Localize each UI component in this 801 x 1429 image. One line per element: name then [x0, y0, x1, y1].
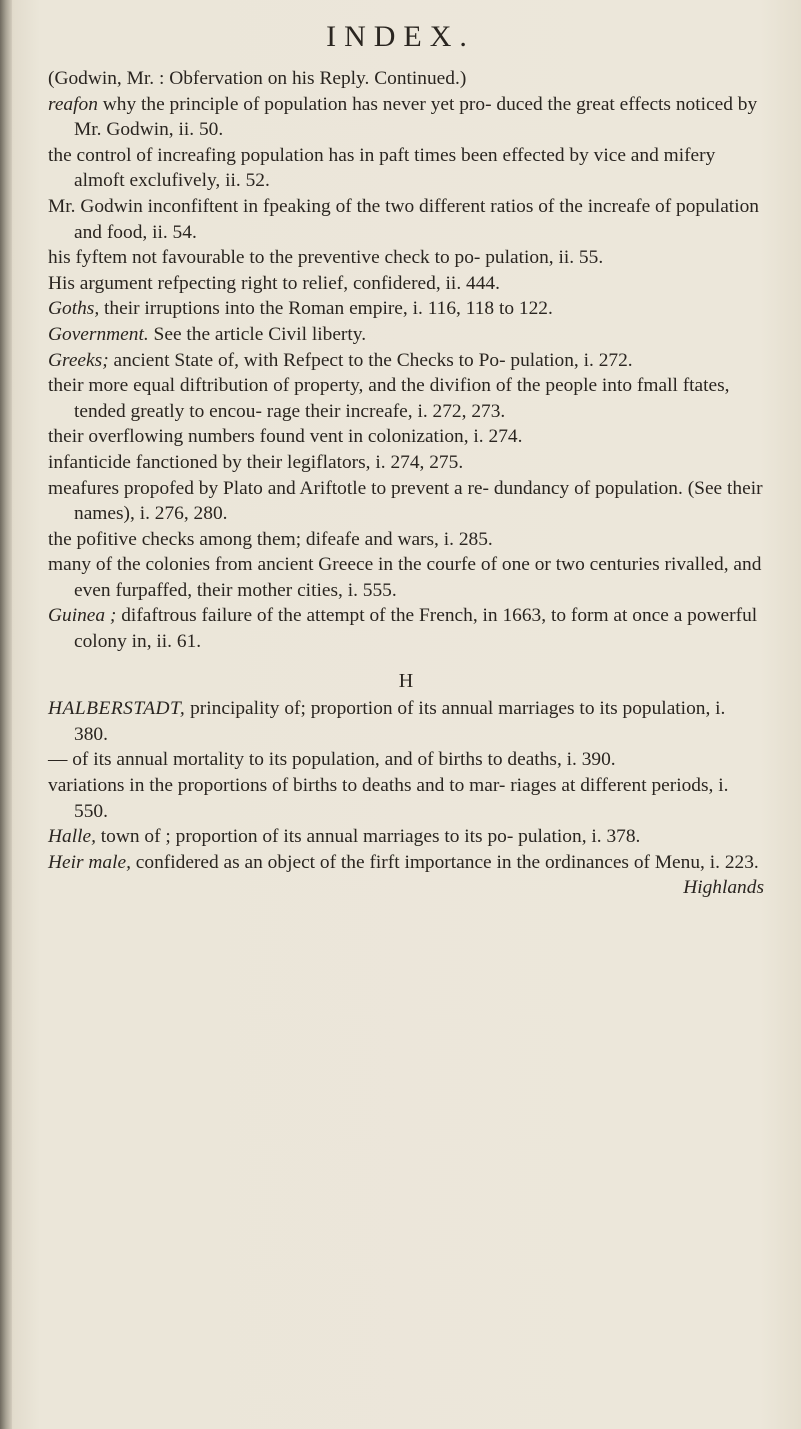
entry-text: the control of increafing population has in paft times been effected by vice and mifery almoft exclufively, ii. 52.	[48, 144, 716, 192]
entry-term: reafon	[48, 93, 98, 115]
index-subentry	[48, 476, 764, 527]
index-entry	[48, 850, 764, 876]
entry-term: Halle,	[48, 826, 96, 848]
entry-text: variations in the proportions of births to deaths and to mar- riages at different periods, i. 550.	[48, 775, 729, 822]
section-letter: H	[398, 669, 414, 692]
entry-text: why the principle of population has never yet pro- duced the great effects noticed by Mr. Godwin, ii. 50.	[74, 93, 758, 141]
index-subentry	[48, 373, 764, 424]
entry-text: His argument refpecting right to relief, confidered, ii. 444.	[48, 272, 500, 294]
index-entry	[48, 696, 764, 747]
index-entry	[48, 603, 764, 654]
entry-text: meafures propofed by Plato and Ariftotle to prevent a re- dundancy of population. (See their names), i. 276, 280.	[48, 477, 763, 525]
entry-text: their overflowing numbers found vent in colonization, i. 274.	[48, 426, 523, 448]
index-subentry	[48, 271, 764, 297]
index-entry	[48, 824, 764, 850]
index-subentry	[48, 424, 764, 450]
entry-text: confidered as an object of the firft importance in the ordinances of Menu, i. 223.	[130, 851, 759, 873]
entry-text: the pofitive checks among them; difeafe and wars, i. 285.	[48, 528, 493, 550]
entry-text: his fyftem not favourable to the preventive check to po- pulation, ii. 55.	[48, 247, 604, 269]
entry-text: (Godwin, Mr. : Obfervation on his Reply. Continued.)	[48, 68, 467, 89]
entry-text: principality of; proportion of its annual marriages to its population, i. 380.	[74, 698, 726, 745]
book-binding-edge	[0, 0, 12, 1429]
index-subentry	[48, 92, 764, 143]
entry-term: HALBERSTADT,	[48, 698, 186, 720]
page-header: INDEX.	[326, 20, 475, 53]
index-subentry	[48, 527, 764, 553]
entry-text: See the article Civil liberty.	[148, 323, 367, 345]
entry-term: Goths,	[48, 298, 100, 320]
index-subentry	[48, 552, 764, 603]
entry-term: Government.	[48, 323, 149, 345]
entry-text: difaftrous failure of the attempt of the French, in 1663, to form at once a powerful colony in, ii. 61.	[74, 605, 758, 653]
entry-term: Guinea ;	[48, 605, 117, 627]
index-subentry	[48, 747, 764, 773]
catchword: Highlands	[683, 877, 764, 899]
index-subentry	[48, 143, 764, 194]
entry-term: Greeks;	[48, 349, 109, 371]
index-content	[48, 66, 764, 901]
entry-text: infanticide fanctioned by their legiflators, i. 274, 275.	[48, 451, 464, 473]
entry-term: Heir male,	[48, 851, 131, 873]
index-entry	[48, 322, 764, 348]
entry-text: town of ; proportion of its annual marriages to its po- pulation, i. 378.	[95, 826, 641, 848]
entry-text: — of its annual mortality to its population, and of births to deaths, i. 390.	[48, 749, 616, 771]
index-entry	[48, 348, 764, 374]
index-entry	[48, 296, 764, 322]
index-subentry	[48, 773, 764, 824]
index-subentry	[48, 245, 764, 271]
index-subentry	[48, 194, 764, 245]
entry-text: many of the colonies from ancient Greece in the courfe of one or two centuries rivalled, and even furpaffed, their mother cities, i. 555.	[48, 554, 762, 601]
index-subentry	[48, 66, 764, 92]
index-subentry	[48, 450, 764, 476]
entry-text: ancient State of, with Refpect to the Checks to Po- pulation, i. 272.	[108, 349, 633, 371]
entry-text: their irruptions into the Roman empire, i. 116, 118 to 122.	[99, 298, 553, 320]
entry-text: Mr. Godwin inconfiftent in fpeaking of the two different ratios of the increafe of population and food, ii. 54.	[48, 195, 759, 243]
entry-text: their more equal diftribution of property, and the divifion of the people into fmall ftates, tended greatly to encou- rage their increafe, i. 272, 273.	[48, 375, 730, 422]
